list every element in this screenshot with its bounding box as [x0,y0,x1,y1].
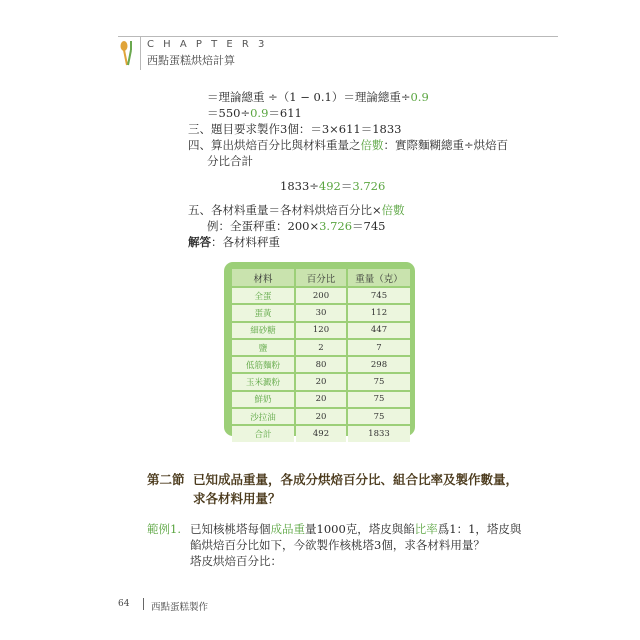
cell-percent: 20 [296,374,346,389]
cell-material: 沙拉油 [232,409,294,424]
cell-percent: 30 [296,305,346,320]
cell-weight: 1833 [348,426,410,441]
header-material: 材料 [232,269,294,286]
table-row [232,305,410,320]
whisk-spoon-icon [118,40,138,66]
section-title-line-1: 已知成品重量，各成分烘焙百分比、組合比率及製作數量， [193,472,519,487]
cell-material: 蛋黃 [232,305,294,320]
chapter-label: C H A P T E R 3 [147,39,268,50]
text-line-7: 五、各材料重量＝各材料烘焙百分比×倍數 [188,203,405,217]
cell-material: 細砂糖 [232,323,294,338]
text-line-1: ＝理論總重 ÷（1 − 0.1）＝理論總重÷0.9 [207,90,429,104]
chapter-subtitle: 西點蛋糕烘焙計算 [147,54,235,67]
cell-weight: 7 [348,340,410,355]
text-line-3: 三、題目要求製作3個：＝3×611＝1833 [188,122,402,136]
header-rule [118,36,558,37]
cell-percent: 80 [296,357,346,372]
cell-percent: 492 [296,426,346,441]
page-number: 64 [118,599,130,609]
cell-weight: 75 [348,374,410,389]
section-label: 第二節 [147,472,185,487]
header-percent: 百分比 [296,269,346,286]
cell-weight: 298 [348,357,410,372]
cell-weight: 447 [348,323,410,338]
table-row [232,426,410,441]
cell-weight: 75 [348,392,410,407]
header-weight: 重量（克） [348,269,410,286]
text-line-5: 分比合計 [207,154,253,168]
text-line-2: ＝550÷0.9＝611 [207,106,302,120]
cell-weight: 112 [348,305,410,320]
footer-divider [143,598,144,610]
table-row [232,323,410,338]
cell-percent: 20 [296,409,346,424]
cell-percent: 120 [296,323,346,338]
example-label: 範例1. [147,522,181,536]
cell-material: 鮮奶 [232,392,294,407]
section-title-line-2: 求各材料用量？ [193,491,281,506]
cell-weight: 75 [348,409,410,424]
table-row [232,340,410,355]
table-row [232,392,410,407]
example-line-1: 已知核桃塔每個成品重量1000克，塔皮與餡比率爲1：1，塔皮與 [190,522,522,536]
cell-percent: 200 [296,288,346,303]
formula-line: 1833÷492＝3.726 [280,179,386,193]
cell-material: 鹽 [232,340,294,355]
example-line-3: 塔皮烘焙百分比： [190,554,282,568]
ingredients-table [224,262,415,441]
table-row [232,374,410,389]
text-line-8: 例：全蛋秤重：200×3.726＝745 [207,219,386,233]
cell-weight: 745 [348,288,410,303]
example-line-2: 餡烘焙百分比如下，今欲製作核桃塔3個，求各材料用量？ [190,538,485,552]
cell-percent: 20 [296,392,346,407]
text-line-4: 四、算出烘焙百分比與材料重量之倍數：實際麵糊總重÷烘焙百 [188,138,509,152]
header-divider [140,36,141,70]
cell-material: 合計 [232,426,294,441]
cell-percent: 2 [296,340,346,355]
table-row [232,357,410,372]
cell-material: 玉米澱粉 [232,374,294,389]
table-row [232,409,410,424]
cell-material: 低筋麵粉 [232,357,294,372]
answer-line: 解答：各材料秤重 [188,235,280,249]
table-row [232,288,410,303]
footer-book-title: 西點蛋糕製作 [151,602,209,613]
cell-material: 全蛋 [232,288,294,303]
